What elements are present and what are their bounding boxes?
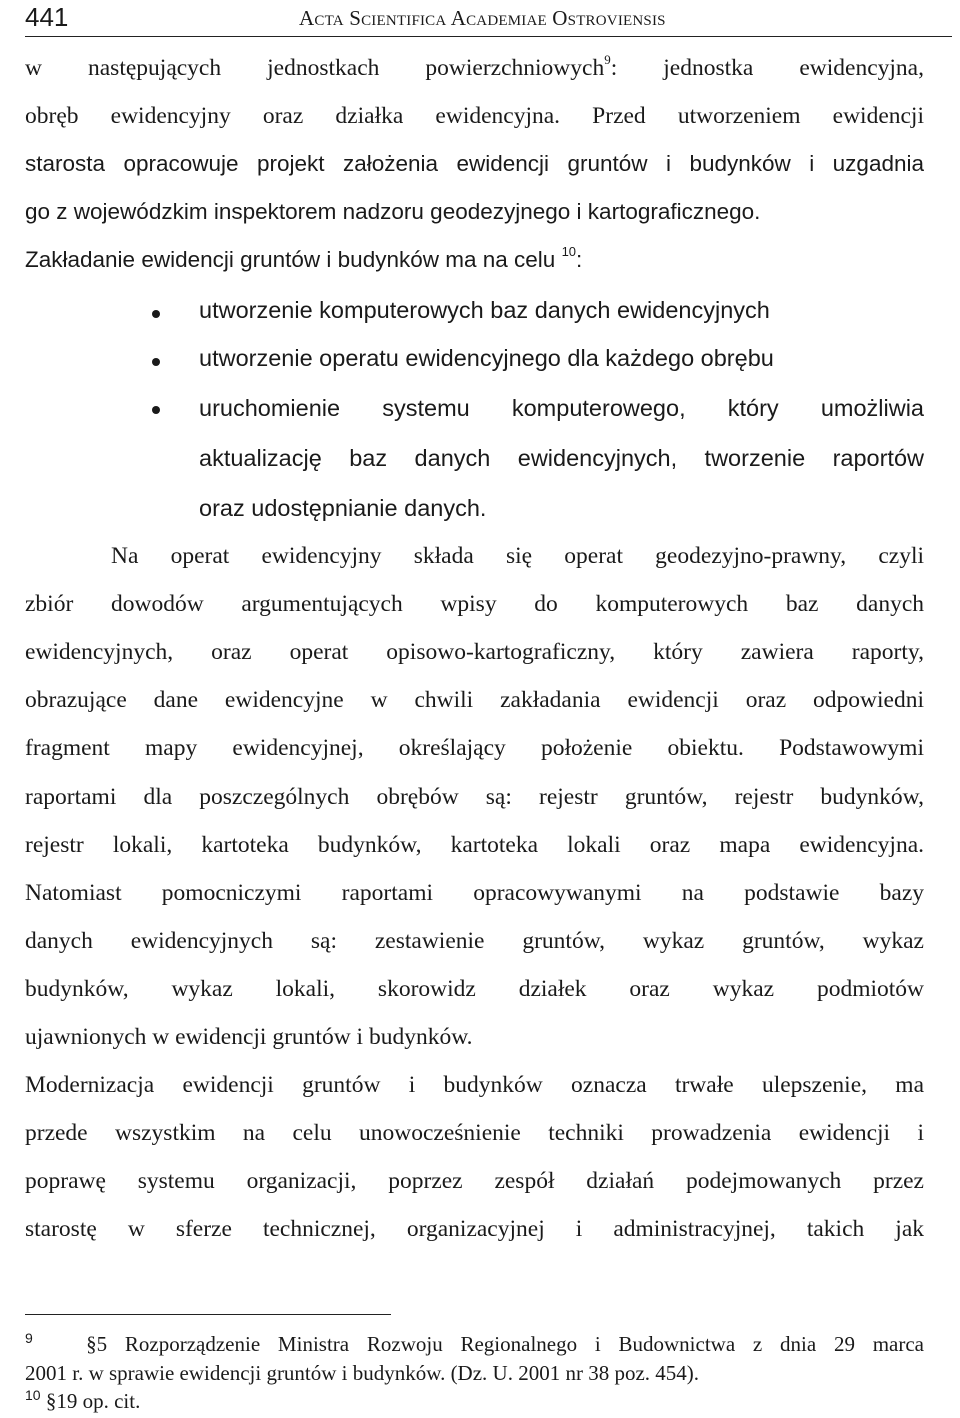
paragraph-3-line-2: zbiór dowodów argumentujących wpisy do komputerowych baz danych: [25, 591, 924, 617]
footnote-9-mark: 9: [25, 1331, 33, 1346]
paragraph-3-line-3: ewidencyjnych, oraz operat opisowo-kartograficzny, który zawiera raporty,: [25, 639, 924, 665]
bullet-item-1: utworzenie komputerowych baz danych ewidencyjnych: [199, 297, 770, 323]
paragraph-3-line-8: Natomiast pomocniczymi raportami opracowywanymi na podstawie bazy: [25, 880, 924, 906]
paragraph-3-line-1: Na operat ewidencyjny składa się operat geodezyjno-prawny, czyli: [111, 543, 924, 569]
bullet-item-3-line-2: aktualizację baz danych ewidencyjnych, tworzenie raportów: [199, 445, 924, 471]
paragraph-1-line-4: go z wojewódzkim inspektorem nadzoru geodezyjnego i kartograficznego.: [25, 199, 761, 224]
footnote-9-line-2: 2001 r. w sprawie ewidencji gruntów i budynków. (Dz. U. 2001 nr 38 poz. 454).: [25, 1361, 700, 1385]
bullet-dot-icon: [152, 358, 160, 366]
footnote-10-mark: 10: [25, 1387, 41, 1403]
page-number: 441: [25, 2, 69, 32]
bullet-dot-icon: [152, 310, 160, 318]
paragraph-3-line-10: budynków, wykaz lokali, skorowidz działek oraz wykaz podmiotów: [25, 976, 924, 1002]
bullet-item-2: utworzenie operatu ewidencyjnego dla każdego obrębu: [199, 345, 774, 371]
footnote-ref-10[interactable]: 10: [561, 244, 577, 259]
journal-title: Acta Scientifica Academiae Ostroviensis: [299, 6, 666, 30]
footnote-9-line-1: $^9$ §5 Rozporządzenie Ministra Rozwoju Regionalnego i Budownictwa z dnia 29 marca: [25, 1331, 924, 1356]
paragraph-3-line-5: fragment mapy ewidencyjnej, określający położenie obiektu. Podstawowymi: [25, 735, 924, 761]
footnote-separator: [25, 1314, 391, 1315]
paragraph-4-line-3: poprawę systemu organizacji, poprzez zespół działań podejmowanych przez: [25, 1168, 924, 1194]
paragraph-3-line-6: raportami dla poszczególnych obrębów są: rejestr gruntów, rejestr budynków,: [25, 784, 924, 810]
paragraph-1-line-2: obręb ewidencyjny oraz działka ewidencyjna. Przed utworzeniem ewidencji: [25, 103, 924, 129]
running-header: [25, 0, 952, 37]
paragraph-1-line-1: w następujących jednostkach powierzchniowych$^9$: jednostka ewidencyjna,: [25, 53, 924, 81]
bullet-item-3: uruchomienie systemu komputerowego, który umożliwia: [199, 395, 924, 421]
bullet-dot-icon: [152, 406, 160, 414]
paragraph-3-line-9: danych ewidencyjnych są: zestawienie gruntów, wykaz gruntów, wykaz: [25, 928, 924, 954]
paragraph-2-line-1: Zakładanie ewidencji gruntów i budynków ma na celu $^{10}$:: [25, 244, 583, 272]
paragraph-1-line-3: starosta opracowuje projekt założenia ewidencji gruntów i budynków i uzgadnia: [25, 151, 924, 176]
footnote-ref-9[interactable]: 9: [604, 53, 611, 67]
paragraph-3-line-11: ujawnionych w ewidencji gruntów i budynków.: [25, 1024, 473, 1050]
paragraph-4-line-4: starostę w sferze technicznej, organizacyjnej i administracyjnej, takich jak: [25, 1216, 924, 1242]
paragraph-4-line-1: Modernizacja ewidencji gruntów i budynków oznacza trwałe ulepszenie, ma: [25, 1072, 924, 1098]
paragraph-3-line-7: rejestr lokali, kartoteka budynków, kartoteka lokali oraz mapa ewidencyjna.: [25, 832, 924, 858]
paragraph-4-line-2: przede wszystkim na celu unowocześnienie techniki prowadzenia ewidencji i: [25, 1120, 924, 1146]
paragraph-3-line-4: obrazujące dane ewidencyjne w chwili zakładania ewidencji oraz odpowiedni: [25, 687, 924, 713]
footnote-10: $^{10}$ §19 op. cit.: [25, 1387, 141, 1413]
bullet-item-3-line-3: oraz udostępnianie danych.: [199, 495, 487, 521]
